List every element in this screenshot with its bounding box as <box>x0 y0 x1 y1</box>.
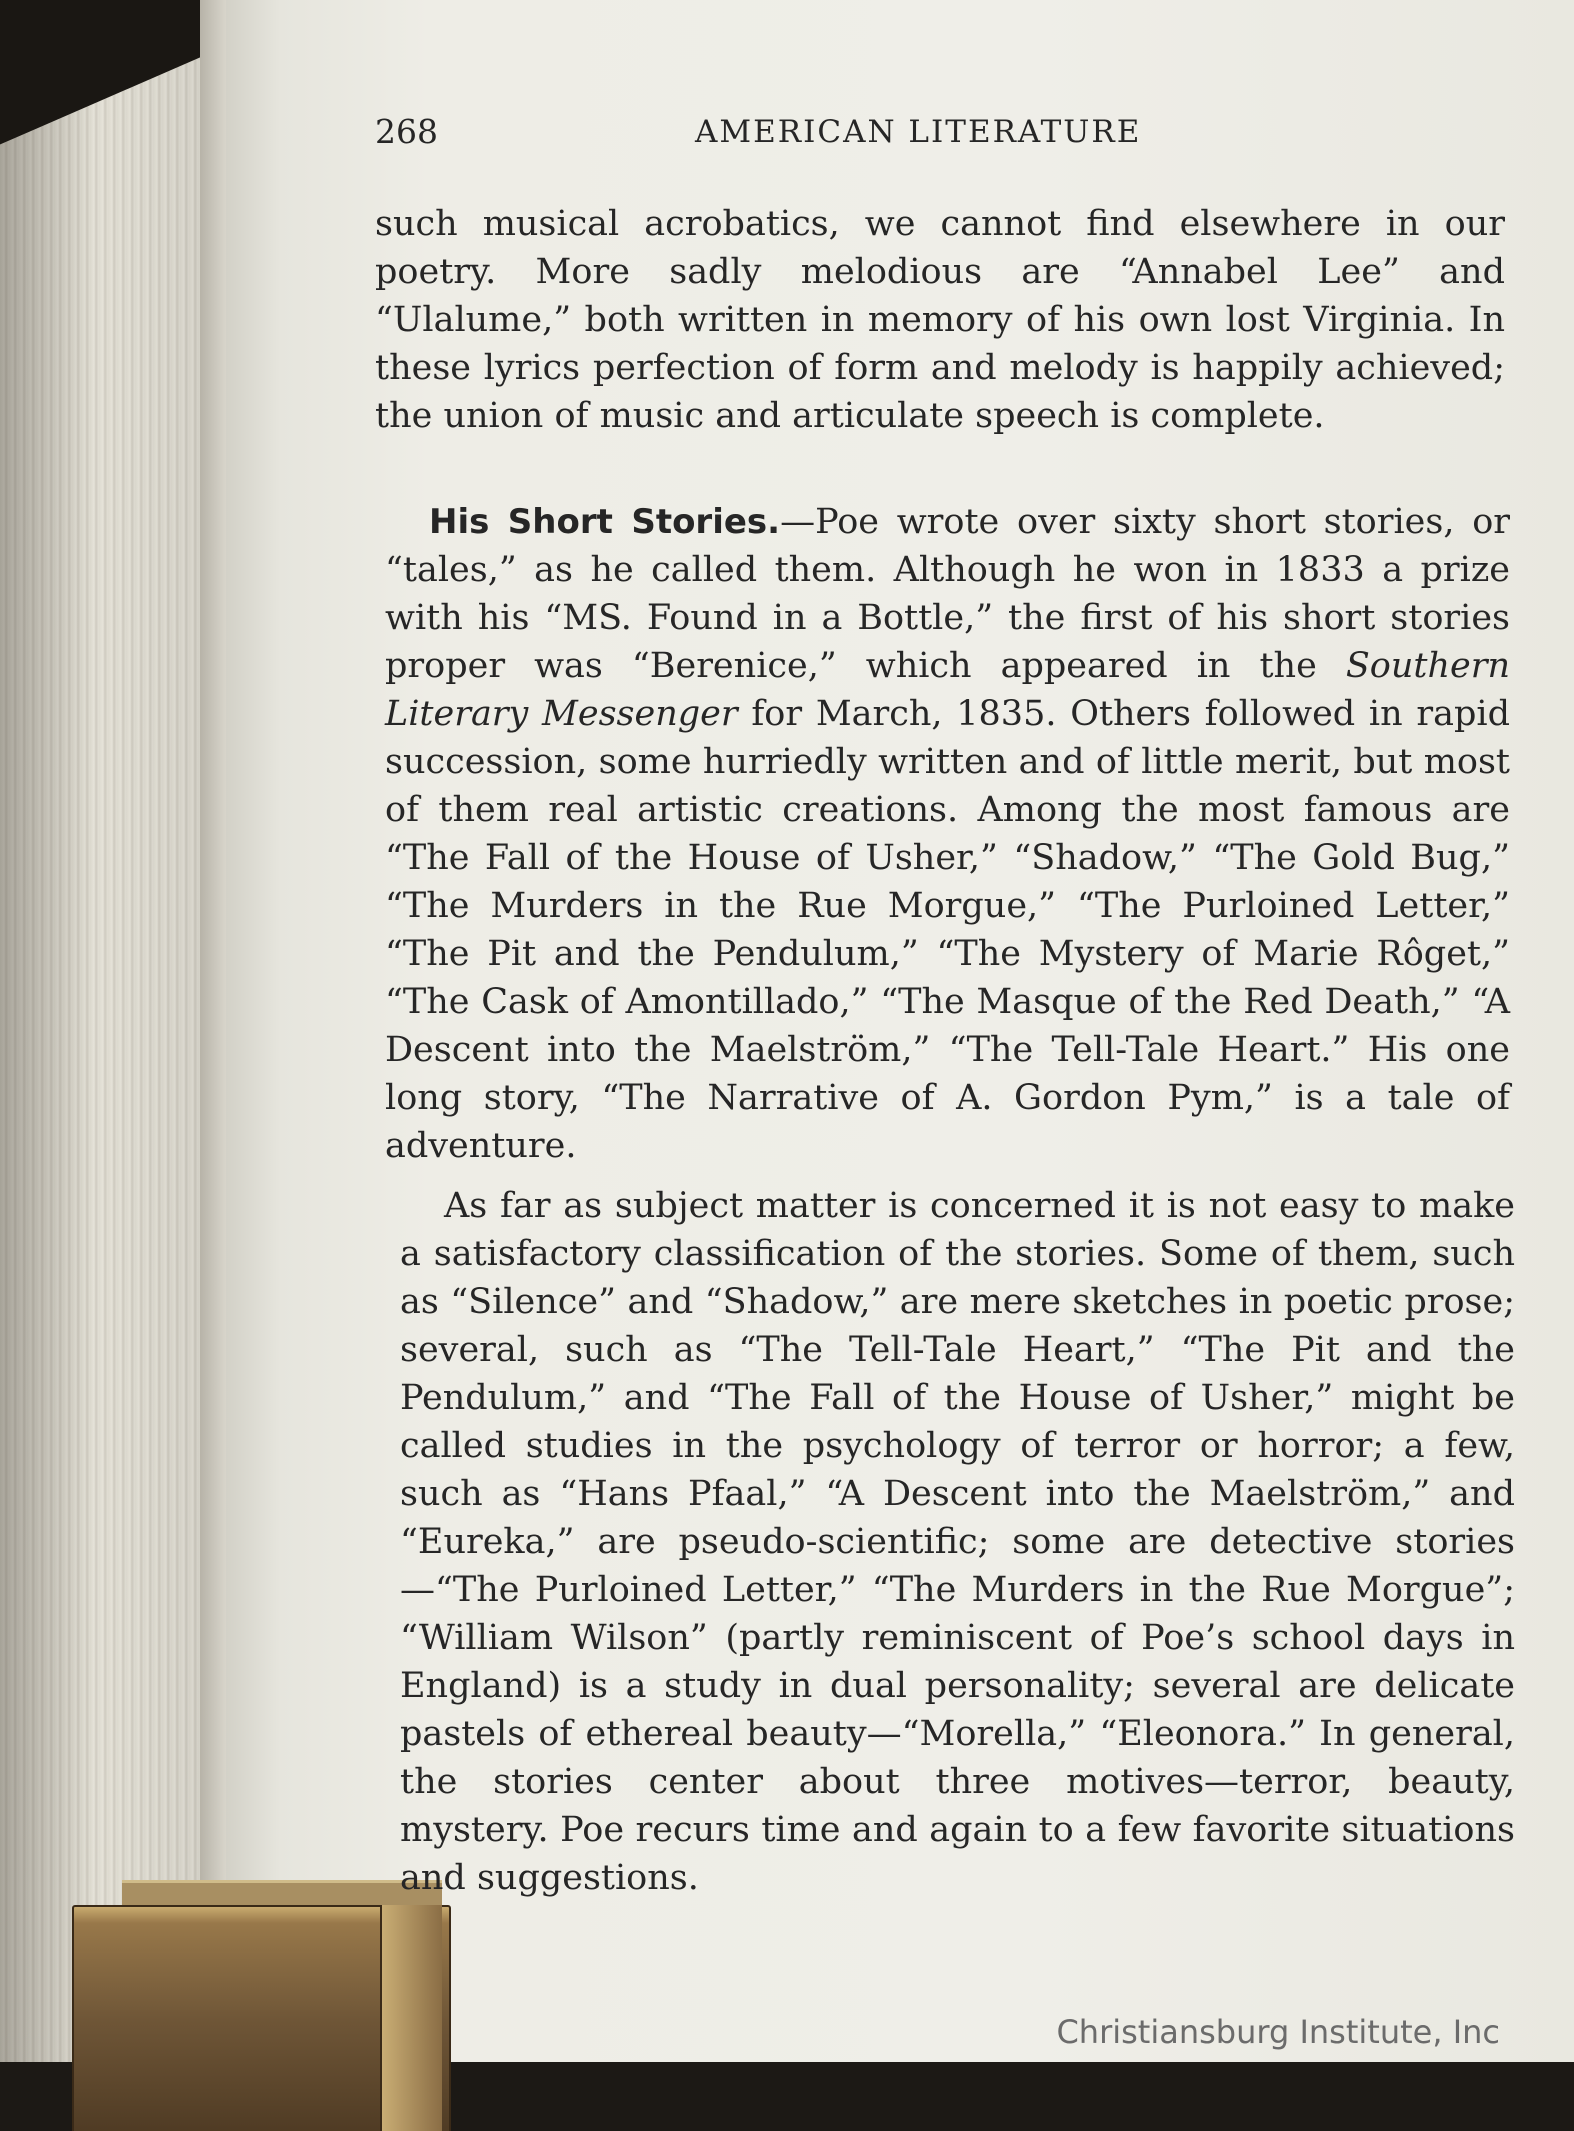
page-gutter <box>200 0 226 2131</box>
page-header <box>375 108 1505 156</box>
page-number: 268 <box>375 112 438 151</box>
paragraph-text: —Poe wrote over sixty short stories, or “tales,” as he called them. Although he won in 1833 a prize with his “MS. Found in a Bottle,” the first of his short stories proper was “Berenice,” which appeared in the <box>385 502 1510 686</box>
wooden-block-side <box>380 1905 442 2131</box>
running-head: AMERICAN LITERATURE <box>695 114 1142 150</box>
paragraph-text-continued: for March, 1835. Others followed in rapid succession, some hurriedly written and of little merit, but most of them real artistic creations. Among the most famous are “The Fall of the House of Usher,” “Shadow,” “The Gold Bug,” “The Murders in the Rue Morgue,” “The Purloined Letter,” “The Pit and the Pendulum,” “The Mystery of Marie Rôget,” “The Cask of Amontillado,” “The Masque of the Red Death,” “A Descent into the Maelström,” “The Tell-Tale Heart.” His one long story, “The Narrative of A. Gordon Pym,” is a tale of adventure. <box>385 694 1510 1166</box>
paragraph-short-stories <box>385 498 1510 1170</box>
paragraph-poetry: such musical acrobatics, we cannot find elsewhere in our poetry. More sadly melodious are “Annabel Lee” and “Ulalume,” both written in memory of his own lost Virginia. In these lyrics perfection of form and melody is happily achieved; the union of music and articulate speech is complete. <box>375 204 1505 436</box>
watermark: Christiansburg Institute, Inc <box>1056 2013 1500 2051</box>
publication-title: Southern Literary Messenger <box>385 646 1510 734</box>
paragraph-text: As far as subject matter is concerned it is not easy to make a satisfactory classification of the stories. Some of them, such as “Silence” and “Shadow,” are mere sketches in poetic prose; several, such as “The Tell-Tale Heart,” “The Pit and the Pendulum,” and “The Fall of the House of Usher,” might be called studies in the psychology of terror or horror; a few, such as “Hans Pfaal,” “A Descent into the Maelström,” and “Eureka,” are pseudo-scientific; some are detective stories—“The Purloined Letter,” “The Murders in the Rue Morgue”; “William Wilson” (partly reminiscent of Poe’s school days in England) is a study in dual personality; several are delicate pastels of ethereal beauty—“Morella,” “Eleonora.” In general, the stories center about three motives—terror, beauty, mystery. Poe recurs time and again to a few favorite situations and suggestions. <box>400 1186 1515 1898</box>
paragraph-classification <box>400 1182 1515 1902</box>
section-heading: His Short Stories. <box>429 502 781 542</box>
